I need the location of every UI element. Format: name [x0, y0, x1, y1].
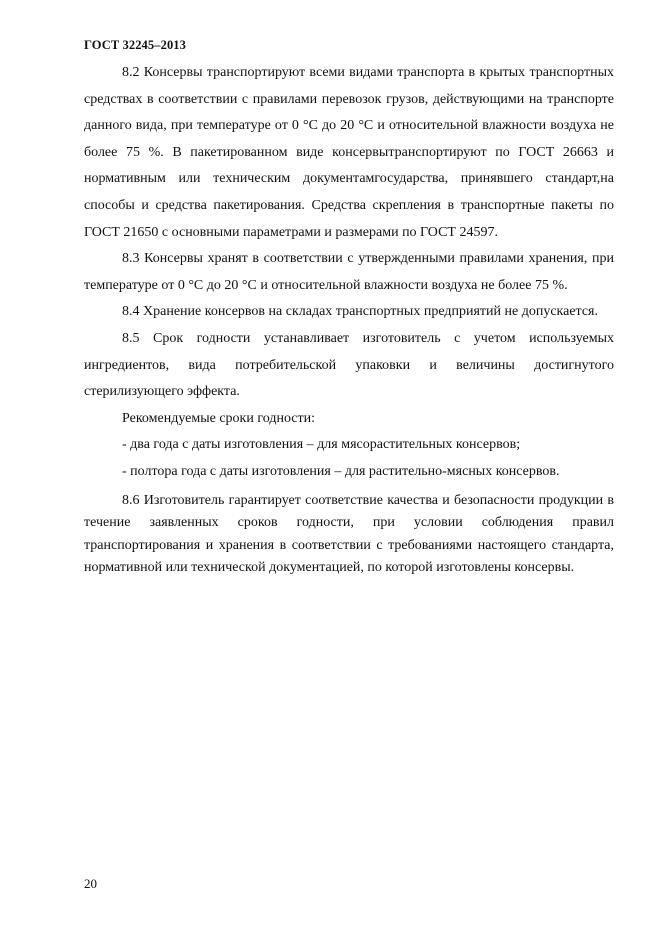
- paragraph-8-2: 8.2 Консервы транспортируют всеми видами транспорта в крытых транспортных средствах в соответствии с правилами перевозок грузов, действующими на транспорте данного вида, при температуре от 0 °С до 20 °С и относительной влажности воздуха не более 75 %. В пакетированном виде консервытранспортируют по ГОСТ 26663 и нормативным или техническим документамгосударства, принявшего стандарт,на способы и средства пакетирования. Средства скрепления в транспортные пакеты по ГОСТ 21650 с основными параметрами и размерами по ГОСТ 24597.: [84, 65, 614, 240]
- document-header: ГОСТ 32245–2013: [84, 38, 187, 52]
- list-item: - два года с даты изготовления – для мясорастительных консервов;: [122, 437, 521, 453]
- recommended-shelf-life-heading: Рекомендуемые сроки годности:: [122, 410, 316, 426]
- paragraph-8-6: 8.6 Изготовитель гарантирует соответствие качества и безопасности продукции в течение заявленных сроков годности, при условии соблюдения правил транспортирования и хранения в соответствии с требованиями настоящего стандарта, нормативной или технической документацией, по которой изготовлены консервы.: [84, 492, 614, 575]
- paragraph-8-3: 8.3 Консервы хранят в соответствии с утвержденными правилами хранения, при температуре от 0 °С до 20 °С и относительной влажности воздуха не более 75 %.: [84, 251, 614, 293]
- paragraph-8-4: 8.4 Хранение консервов на складах транспортных предприятий не допускается.: [122, 304, 598, 320]
- document-body: [84, 60, 614, 580]
- page-number: 20: [84, 876, 97, 891]
- paragraph-8-5: 8.5 Срок годности устанавливает изготовитель с учетом используемых ингредиентов, вида потребительской упаковки и величины достигнутого стерилизующего эффекта.: [84, 330, 614, 400]
- list-item: - полтора года с даты изготовления – для растительно-мясных консервов.: [122, 463, 560, 479]
